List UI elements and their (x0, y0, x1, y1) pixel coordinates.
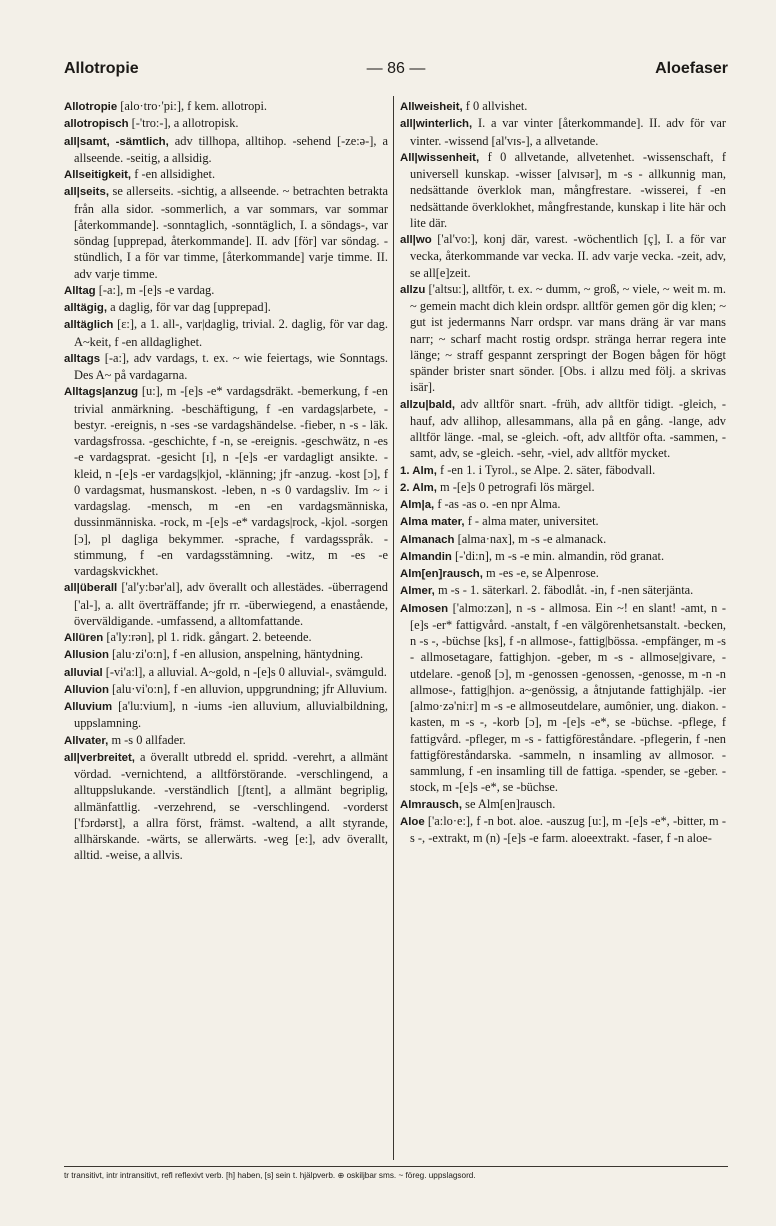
entry-definition: m -s - 1. säterkarl. 2. fäbodlåt. -in, f -nen säterjänta. (437, 583, 694, 598)
entry-headword: alluvial (64, 666, 103, 679)
entry-definition: [alu·vi'o:n], f -en alluvion, uppgrundning; jfr Alluvium. (112, 681, 388, 696)
entry-definition: m -[e]s 0 petrografi lös märgel. (440, 479, 595, 494)
dictionary-entry (64, 646, 388, 663)
dictionary-entry (400, 582, 726, 599)
entry-definition: [u:], m -[e]s -e* vardagsdräkt. -bemerkung, f -en trivial anmärkning. -beschäftigung, f -en vardags|arbete, -bestyr. -ereignis, n -ses -se vardagshändelse. -fieber, n -s - läk. vardagsfrossa. -geschichte, f -n, se -ereignis. -geschwätz, n -es -e vardagsprat. -gesicht [ɪ], n -[e]s -er vardagligt ansikte. -kleid, n -[e]s -er vardags|kjol, -klänning; jfr -anzug. -kost [ɔ], f 0 vardagsmat, husmanskost. -leben, n -s 0 vardagsliv. Im ~ i vardagslag. -mensch, m -en -en vardagsmänniska, dussinmänniska. -rock, m -[e]s -e* vardags|rock, -kjol. -sorgen [ɔ], pl dagliga bekymmer. -sprache, f vardagsspråk. -stimmung, f -en vardagsstämning. -witz, m -es -e vardagskvickhet. (74, 384, 388, 578)
entry-definition: adv tillhopa, alltihop. -sehend [-ze:ə-], a allseende. -seitig, a allsidig. (74, 133, 388, 165)
entry-headword: all|winterlich, (400, 118, 473, 131)
page-header (64, 60, 728, 86)
column-divider (393, 96, 394, 1160)
entry-headword: Almosen (400, 602, 449, 615)
dictionary-entry (64, 698, 388, 732)
entry-definition: [-vi'a:l], a alluvial. A~gold, n -[e]s 0 alluvial-, svämguld. (105, 664, 387, 679)
entry-definition: ['al'vo:], konj där, varest. -wöchentlich [ç], I. a för var vecka, återkommande var vecka. II. adv varje vecka. -zeit, adv, se all[e]zeit. (410, 232, 726, 280)
right-column (400, 98, 726, 1160)
dictionary-entry (64, 681, 388, 698)
dictionary-entry (400, 531, 726, 548)
dictionary-entry (400, 513, 726, 530)
dictionary-entry (400, 479, 726, 496)
entry-headword: 2. Alm, (400, 481, 437, 494)
entry-definition: [-'di:n], m -s -e min. almandin, röd granat. (455, 548, 665, 563)
entry-definition: [-a:], adv vardags, t. ex. ~ wie feiertags, wie Sonntags. Des A~ på vardagarna. (74, 350, 388, 382)
dictionary-entry (64, 350, 388, 384)
entry-definition: [a'lu:vium], n -iums -ien alluvium, alluvialbildning, uppslamning. (74, 699, 388, 731)
entry-definition: a daglig, för var dag [upprepad]. (110, 300, 271, 314)
entry-definition: [alu·zi'o:n], f -en allusion, anspelning, häntydning. (112, 647, 364, 662)
entry-definition: [-a:], m -[e]s -e vardag. (98, 282, 215, 297)
dictionary-entry (400, 813, 726, 847)
entry-definition: m -s 0 allfader. (111, 732, 186, 747)
entry-definition: ['almo:zən], n -s - allmosa. Ein ~! en slant! -amt, n -[e]s -er* fattigvård. -anstalt, f -en välgörenhetsanstalt. -becken, n -s -, -büchse [ks], f -n allmose-, fattig|bössa. -empfänger, m -s - allmosetagare, fattighjon. -geber, m -s - allmose|givare, -utdelare. -genoß [ɔ], m -genossen -genossen, -genosse, m -n -n allmose-, fattig|hjon. a~genössig, a åtnjutande fattighjälp. -ier [almo·zə'ni:r] m -s -e allmoseutdelare, aumônier, ung. diakon. -kasten, m -s -, -korb [ɔ], m -[e]s -e*, se -büchse. -pflege, f fattigvård. -pfleger, m -s - fattigföreståndare. -pflegerin, f -nen fattigföreståndarska. -sammeln, n insamling av allmosor. -sammlung, f -en insamling till de fattiga. -spender, se -geber. -stock, m -[e]s -e*, se -büchse. (410, 600, 726, 795)
entry-headword: Alm|a, (400, 499, 435, 511)
dictionary-entry (400, 496, 726, 513)
dictionary-entry (64, 316, 388, 350)
entry-definition: m -es -e, se Alpenrose. (486, 566, 599, 580)
entry-headword: all|samt, -sämtlich, (64, 135, 169, 148)
entry-definition: [a'ly:rən], pl 1. ridk. gångart. 2. beteende. (106, 630, 312, 644)
entry-definition: f -en allsidighet. (134, 167, 216, 181)
entry-headword: Allvater, (64, 734, 109, 747)
entry-definition: f -as -as o. -en npr Alma. (437, 497, 561, 511)
entry-definition: ['a:lo·e:], f -n bot. aloe. -auszug [u:], m -[e]s -e*, -bitter, m -s -, -extrakt, m (n) -[e]s -e farm. aloeextrakt. -faser, f -n aloe- (410, 813, 726, 845)
dictionary-entry (64, 732, 388, 749)
entry-headword: all|wo (400, 234, 432, 246)
dictionary-entry (400, 115, 726, 149)
entry-definition: I. a var vinter [återkommande]. II. adv för var vinter. -wissend [al'vɪs-], a allvetande. (410, 116, 726, 148)
dictionary-entry (400, 565, 726, 582)
dictionary-entry (400, 796, 726, 813)
entry-definition: a överallt utbredd el. spridd. -verehrt, a allmänt vördad. -vernichtend, a alltförstörande. -verschlingend, a alltuppslukande. -verständlich [ʃtɛnt], a allmänt begriplig, allmänfattlig. -verzehrend, se -verschlingend. -vorderst ['fɔrdərst], a allra först, främst. -waltend, a allt styrande, allhärskande. -wärts, se allerwärts. -weg [e:], adv överallt, alltid. -weise, a allvis. (74, 749, 388, 863)
dictionary-entry (400, 396, 726, 462)
entry-headword: Alluvium (64, 701, 113, 713)
entry-headword: Alltags|anzug (64, 386, 139, 399)
entry-definition: ['altsu:], alltför, t. ex. ~ dumm, ~ groß, ~ viele, ~ weit m. m. ~ gemein macht dich klein ordspr. alltför gemen gör dig klen; ~ gut ist jedermanns Narr ordspr. var mans dräng är var mans narr; ~ scharf macht rostig ordspr. stränga herrar regera inte länge; ~ straff gespannt zerspringt der Bogen bågen för högt spänder brister snart sönder. [Obs. i allzu med följ. a skrivas isär]. (410, 281, 726, 395)
header-first-word: Allotropie (64, 60, 139, 77)
dictionary-entry (400, 600, 726, 796)
dictionary-entry (400, 462, 726, 479)
dictionary-entry (400, 281, 726, 396)
entry-definition: [-'tro:-], a allotropisk. (131, 116, 239, 131)
entry-definition: se allerseits. -sichtig, a allseende. ~ betrachten betrakta från alla sidor. -sommerlich, a var sommars, var sommar [återkommande]. -sonntaglich, -sonntäglich, I. a söndags-, var söndag [upprepad, återkommande]. II. adv [för] var söndag. -stündlich, I a för var timme, [återkommande] varje timme. II. adv varje timme. (74, 184, 388, 281)
header-last-word: Aloefaser (655, 60, 728, 77)
entry-definition: [ɛ:], a 1. all-, var|daglig, trivial. 2. daglig, för var dag. A~keit, f -en alldaglighet. (74, 317, 388, 349)
dictionary-entry (64, 299, 388, 316)
entry-definition: [alo·tro·'pi:], f kem. allotropi. (120, 99, 268, 113)
abbreviation-legend: tr transitivt, intr intransitivt, refl reflexivt verb. [h] haben, [s] sein t. hjälpverb. ⊕ oskiljbar sms. ~ föreg. uppslagsord. (64, 1171, 476, 1180)
entry-headword: All|wissenheit, (400, 151, 480, 164)
entry-headword: allzu (400, 283, 426, 296)
dictionary-entry (64, 282, 388, 299)
dictionary-entry (400, 231, 726, 281)
entry-definition: [alma·nax], m -s -e almanack. (457, 531, 607, 546)
entry-headword: alltags (64, 352, 101, 365)
dictionary-entry (64, 664, 388, 681)
dictionary-entry (64, 115, 388, 132)
dictionary-entry (400, 98, 726, 115)
entry-headword: Almrausch, (400, 798, 463, 811)
dictionary-entry (400, 149, 726, 231)
dictionary-entry (64, 629, 388, 646)
entry-definition: se Alm[en]rausch. (465, 796, 556, 811)
footer-divider (64, 1166, 728, 1167)
entry-headword: all|verbreitet, (64, 751, 135, 764)
left-column (64, 98, 388, 1160)
dictionary-entry (64, 749, 388, 864)
entry-headword: Alm[en]rausch, (400, 568, 483, 580)
dictionary-entry (64, 579, 388, 629)
entry-definition: adv alltför snart. -früh, adv alltför tidigt. -gleich, -hauf, adv allihop, allesammans, alla på en gång. -lange, adv alltför länge. -mal, se -gleich. -oft, adv alltför ofta. -sammen, -samt, adv, se -gleich. -sehr, -viel, adv alltför mycket. (410, 396, 726, 461)
entry-definition: f -en 1. i Tyrol., se Alpe. 2. säter, fäbodvall. (440, 462, 656, 477)
page-number: — 86 — (366, 60, 426, 77)
entry-headword: Allüren (64, 632, 104, 644)
dictionary-entry (400, 548, 726, 565)
entry-definition: f 0 allvishet. (465, 99, 528, 113)
entry-headword: Allweisheit, (400, 101, 463, 113)
entry-headword: Almanach (400, 533, 455, 546)
entry-headword: Alluvion (64, 683, 109, 696)
dictionary-entry (64, 383, 388, 579)
entry-headword: alltägig, (64, 302, 108, 314)
entry-headword: Allusion (64, 649, 109, 662)
entry-headword: all|überall (64, 582, 118, 595)
entry-headword: Alltag (64, 284, 96, 297)
entry-headword: allzu|bald, (400, 398, 456, 411)
entry-headword: Almandin (400, 550, 452, 563)
dictionary-entry (64, 98, 388, 115)
dictionary-entry (64, 183, 388, 282)
entry-definition: ['al'y:bər'al], adv överallt och allestädes. -überragend ['al-], a. allt överträffande; jfr rr. -überwiegend, a enastående, överväldigande. -umfassend, a alltomfattande. (74, 580, 388, 628)
entry-headword: 1. Alm, (400, 464, 437, 477)
entry-headword: Aloe (400, 815, 425, 828)
entry-headword: Almer, (400, 585, 435, 598)
dictionary-entry (64, 133, 388, 167)
entry-headword: all|seits, (64, 186, 109, 199)
entry-definition: f 0 allvetande, allvetenhet. -wissenschaft, f universell kunskap. -wisser [alvɪsər], m -s - allkunnig man, nedsättande överklok man, mångfrestare. -wisserei, f -en nedsättande överklokhet, mångfrestande, kunskap i lite här och lite där. (410, 149, 726, 230)
entry-headword: Alma mater, (400, 516, 465, 529)
entry-headword: Allseitigkeit, (64, 169, 132, 181)
dictionary-entry (64, 166, 388, 183)
entry-definition: f - alma mater, universitet. (467, 514, 599, 529)
entry-headword: alltäglich (64, 319, 114, 332)
entry-headword: allotropisch (64, 118, 129, 131)
entry-headword: Allotropie (64, 101, 118, 113)
